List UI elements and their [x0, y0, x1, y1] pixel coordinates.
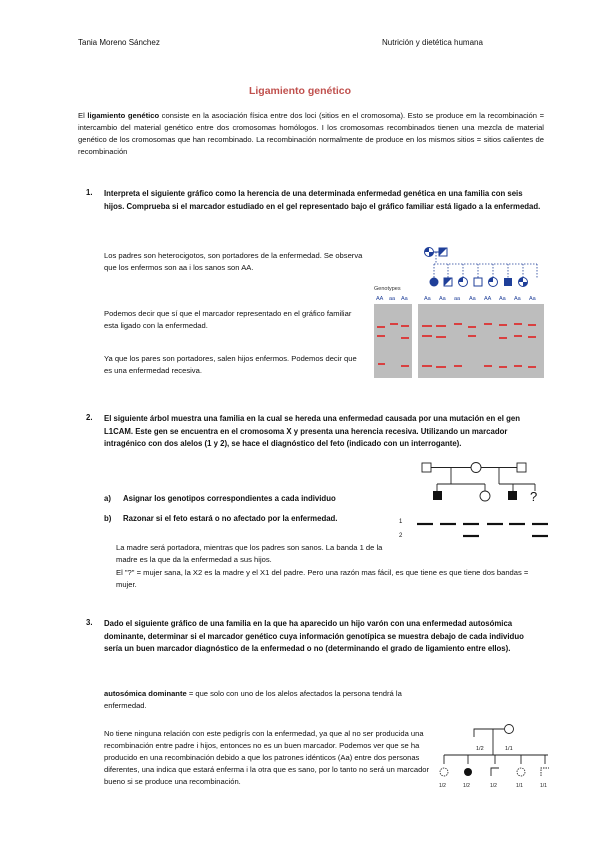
q1-answer-3: Ya que los pares son portadores, salen hijos enfermos. Podemos decir que es una enfermedad recesiva.	[104, 354, 357, 375]
genotype-label: Aa	[499, 296, 506, 302]
q1-children-symbols	[430, 278, 528, 287]
q2-sub-a: Asignar los genotipos correspondientes a cada individuo	[123, 494, 336, 503]
q3-pedigree-figure	[436, 723, 556, 797]
intro-rest: consiste en la asociación física entre dos loci (sitios en el cromosoma). Esto se produce em la recombinación = intercambio del material genético entre dos cromosomas homólogos. I los cromosomas recombinados tienen una mezcla de material genético de los cromosomas que han recombinado. La recombinación normalmente de produce en los mismos sitios = sitios calientes de recombinación	[78, 111, 544, 156]
genotype-label: Aa	[401, 296, 408, 302]
q2-answer-2: El "?" = mujer sana, la X2 es la madre y el X1 del padre. Pero una razón mas fácil, es que tiene es que tiene dos bandas = mujer.	[116, 568, 529, 589]
q3-child-genotype: 1/2	[439, 783, 446, 789]
q1-father-symbol	[439, 248, 447, 256]
genotype-label: Aa	[514, 296, 521, 302]
q3-child-genotype: 1/2	[463, 783, 470, 789]
q1-answer-2: Podemos decir que sí que el marcador representado en el gráfico familiar esta ligado con la enfermedad.	[104, 309, 352, 330]
q3-definition-term: autosómica dominante	[104, 689, 187, 698]
intro-lead: El	[78, 111, 85, 120]
genotype-label: Aa	[439, 296, 446, 302]
q3-child-symbol	[541, 768, 549, 776]
q2-grandmother-symbol	[471, 463, 481, 473]
q2-band-1-label: 1	[399, 519, 403, 525]
q1-gel-parents	[374, 304, 412, 378]
q3-child-genotype: 1/1	[540, 783, 547, 789]
q3-definition	[104, 688, 434, 712]
q3-parent-genotype: 1/2	[476, 746, 484, 752]
q2-sub-a-label: a)	[104, 494, 111, 503]
q2-number: 2.	[86, 413, 93, 422]
q2-gel-bands	[417, 524, 548, 536]
q3-child-genotype: 1/1	[516, 783, 523, 789]
q3-child-genotype: 1/2	[490, 783, 497, 789]
q3-child-symbol	[517, 768, 525, 776]
q2-question: El siguiente árbol muestra una familia en la cual se hereda una enfermedad causada por una mutación en el gen L1CAM. Este gen se encuentra en el cromosoma X y presenta una herencia recesiva. Utilizando un marcador intragénico con dos alelos (1 y 2), se hace el diagnóstico del feto (indicado con un interrogante).	[104, 414, 520, 448]
header-author: Tania Moreno Sánchez	[78, 38, 160, 47]
q3-answer: No tiene ninguna relación con este pedigrís con la enfermedad, ya que al no ser producida una recombinación entre padre i hijos, entonces no es un buen marcador. Podemos ver que se ha producido en una recombinación debido a que los patrones idénticos (Aa) entre dos personas diferentes, una indica que estará enferma i la otra que es sano, por lo tanto no será un marcador bueno si se produce una recombinación.	[104, 729, 430, 786]
q2-band-2-label: 2	[399, 533, 403, 539]
q1-number: 1.	[86, 188, 93, 197]
header-course: Nutrición y dietética humana	[382, 38, 483, 47]
q2-answer-1: La madre será portadora, mientras que los padres son sanos. La banda 1 de la madre es la que da la enfermedad a sus hijos.	[116, 543, 383, 564]
q1-mother-symbol	[425, 248, 434, 257]
q3-mother-symbol	[505, 725, 514, 734]
q1-answer-1: Los padres son heterocigotos, son portadores de la enfermedad. Se observa que los enfermos son aa i los sanos son AA.	[104, 251, 363, 272]
q2-mother-symbol	[480, 491, 490, 501]
q2-sub-b: Razonar si el feto estará o no afectado por la enfermedad.	[123, 514, 338, 523]
genotype-label: AA	[484, 296, 492, 302]
q2-pedigree-gel-figure	[395, 458, 555, 546]
q3-parent-genotype: 1/1	[505, 746, 513, 752]
genotype-label: aa	[389, 296, 396, 302]
genotype-label: Aa	[529, 296, 536, 302]
genotype-label: aa	[454, 296, 461, 302]
q1-genotypes-label: Genotypes	[374, 286, 401, 292]
page-title: Ligamiento genético	[248, 85, 352, 97]
genotype-label: Aa	[469, 296, 476, 302]
q2-grandfather-symbol	[422, 463, 431, 472]
q3-question: Dado el siguiente gráfico de una familia en la que ha aparecido un hijo varón con una enfermedad autosómica dominante, determinar si el marcador genético cuya información genotípica se muestra debajo de cada individuo sería un buen marcador diagnóstico de la enfermedad o no (determinando el grado de ligamiento entre ellos).	[104, 619, 524, 653]
q1-pedigree-gel-figure	[372, 242, 548, 380]
q3-number: 3.	[86, 618, 93, 627]
q2-fetus-question-mark: ?	[530, 489, 538, 504]
q3-child-symbol	[491, 768, 499, 776]
q3-child-symbol	[464, 768, 472, 776]
genotype-label: AA	[376, 296, 384, 302]
intro-paragraph	[78, 110, 544, 158]
genotype-label: Aa	[424, 296, 431, 302]
intro-term: ligamiento genético	[87, 111, 160, 120]
q1-genotype-labels	[376, 296, 537, 302]
q2-affected-son-symbol	[433, 491, 442, 500]
q2-father-symbol	[517, 463, 526, 472]
q3-definition-rest: = que solo con uno de los alelos afectados la persona tendrá la enfermedad.	[104, 689, 402, 710]
q2-sub-b-label: b)	[104, 514, 112, 523]
q1-question: Interpreta el siguiente gráfico como la herencia de una determinada enfermedad genética en una familia con seis hijos. Comprueba si el marcador estudiado en el gel representado bajo el gráfico familiar está ligado a la enfermedad.	[104, 189, 541, 211]
q3-child-symbol	[440, 768, 448, 776]
q2-affected-brother-symbol	[508, 491, 517, 500]
